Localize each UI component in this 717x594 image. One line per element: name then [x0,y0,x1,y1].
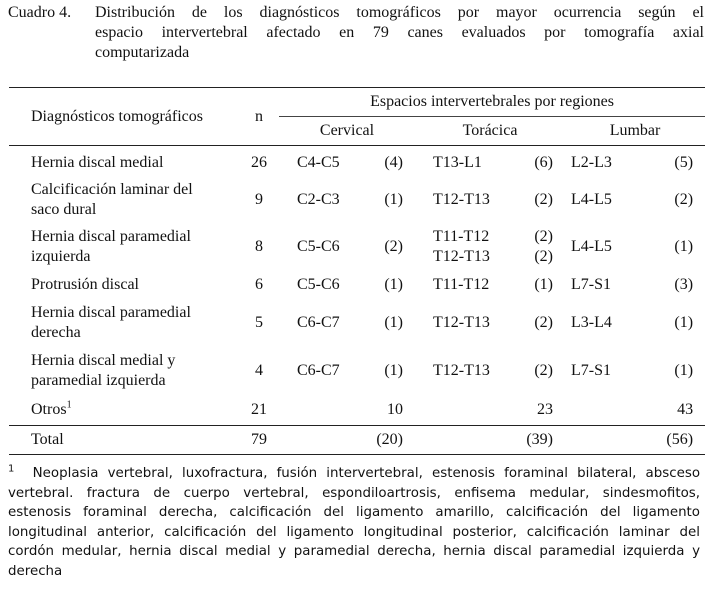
cervical-code-cell [279,348,355,397]
footnote-line [8,464,700,484]
diagnosis-text: saco dural [31,201,97,218]
n-cell: 6 [255,276,263,293]
caption-label: Cuadro 4. [8,4,72,21]
cervical-count-cell [355,177,415,224]
footnote [8,464,700,582]
otros-label: Otros [31,401,67,418]
caption-line: computarizada [95,44,190,61]
diagnosis-cell [9,177,239,224]
toracica-code-cell [415,300,515,348]
diagnosis-text: izquierda [31,248,91,265]
table-row [9,348,705,397]
diagnosis-text: Protrusión discal [31,276,139,293]
toracica-count-cell [515,224,565,271]
toracica-count-cell [515,271,565,300]
table-row [9,177,705,224]
toracica-code: T12-T13 [433,314,490,331]
cervical-code: C6-C7 [297,314,340,331]
cervical-code: C6-C7 [297,362,340,379]
diagnosis-table [9,87,705,455]
cervical-code-cell [279,300,355,348]
footnote-line: cordón medular, hernia discal medial y paramedial derecha, hernia discal paramedial izquierda y [8,544,700,560]
header-n: n [239,88,279,146]
header-diagnostico: Diagnósticos tomográficos [9,88,239,146]
cervical-code: C5-C6 [297,276,340,293]
caption-text [95,3,704,63]
n-cell: 9 [255,191,263,208]
diagnosis-text: Calcificación laminar del [31,181,193,198]
table-row [9,271,705,300]
toracica-code: T13-L1 [433,154,482,171]
lumbar-count-cell [651,177,705,224]
total-toracica: (39) [415,426,565,455]
lumbar-count: (1) [674,362,694,379]
lumbar-count-cell [651,224,705,271]
table-row [9,224,705,271]
n-cell: 8 [255,238,263,255]
toracica-code: T12-T13 [433,191,490,208]
diagnosis-text: Hernia discal paramedial [31,228,191,245]
diagnosis-text: derecha [31,324,81,341]
toracica-code: T11-T12 [433,228,490,245]
lumbar-code-cell [565,177,651,224]
otros-toracica: 23 [415,397,565,426]
toracica-count-cell [515,348,565,397]
diagnosis-cell [9,146,239,177]
header-group: Espacios intervertebrales por regiones [279,88,705,117]
lumbar-count: (1) [674,314,694,331]
otros-lumbar: 43 [565,397,705,426]
toracica-code-cell [415,146,515,177]
n-cell: 26 [251,154,267,171]
table-row [9,146,705,177]
diagnosis-cell [9,348,239,397]
toracica-count-cell [515,300,565,348]
diagnosis-text: Hernia discal paramedial [31,304,191,321]
lumbar-code-cell [565,300,651,348]
toracica-code: T12-T13 [433,362,490,379]
lumbar-code: L4-L5 [571,238,612,255]
toracica-count: (2) [534,228,553,245]
total-lumbar: (56) [565,426,705,455]
otros-n: 21 [239,397,279,426]
cervical-count: (4) [384,154,403,171]
table-caption [8,3,704,63]
toracica-count: (2) [534,314,553,331]
cervical-count-cell [355,348,415,397]
toracica-code-cell [415,348,515,397]
toracica-code: T12-T13 [433,248,490,265]
header-cervical: Cervical [319,122,375,139]
footnote-line: estenosis foraminal derecha, calcificación del ligamento amarillo, calcificación del ligamento [8,505,700,521]
footnote-text: Neoplasia vertebral, luxofractura, fusión intervertebral, estenosis foraminal bilateral, absceso [32,466,701,481]
total-n: 79 [239,426,279,455]
lumbar-code: L7-S1 [571,276,611,293]
toracica-count-cell [515,146,565,177]
cervical-code-cell [279,177,355,224]
n-cell: 4 [255,362,263,379]
cervical-code-cell [279,271,355,300]
lumbar-count-cell [651,300,705,348]
lumbar-count: (2) [674,191,694,208]
toracica-code-cell [415,177,515,224]
lumbar-code-cell [565,146,651,177]
lumbar-code: L3-L4 [571,314,612,331]
lumbar-count: (3) [674,276,694,293]
toracica-code-cell [415,271,515,300]
footnote-marker: 1 [8,463,15,475]
lumbar-count-cell [651,271,705,300]
lumbar-code-cell [565,224,651,271]
footnote-line: derecha [8,563,63,579]
otros-footnote-marker: 1 [66,399,72,411]
diagnosis-text: Hernia discal medial [31,154,164,171]
total-row [9,426,705,455]
lumbar-code-cell [565,348,651,397]
otros-cervical: 10 [279,397,415,426]
toracica-count: (2) [534,248,553,265]
footnote-line: longitudinal anterior, calcificación del ligamento longitudinal posterior, calcificación laminar del [8,524,700,540]
diagnosis-cell [9,300,239,348]
cervical-code-cell [279,224,355,271]
caption-line: espacio intervertebral afectado en 79 canes evaluados por tomografía axial [95,24,704,41]
toracica-count: (1) [534,276,553,293]
lumbar-code: L2-L3 [571,154,612,171]
lumbar-count: (5) [674,154,694,171]
cervical-count-cell [355,146,415,177]
cervical-count: (1) [384,276,403,293]
n-cell: 5 [255,314,263,331]
diagnosis-cell [9,271,239,300]
diagnosis-cell [9,224,239,271]
cervical-count-cell [355,224,415,271]
cervical-code: C2-C3 [297,191,340,208]
footnote-line: vertebral. fractura de cuerpo vertebral, espondiloartrosis, enfisema medular, sindesmofitos, [8,485,700,501]
toracica-count: (2) [534,191,553,208]
lumbar-code: L4-L5 [571,191,612,208]
lumbar-count-cell [651,146,705,177]
cervical-code-cell [279,146,355,177]
cervical-count: (1) [384,362,403,379]
table-row [9,300,705,348]
cervical-count: (2) [384,238,403,255]
diagnosis-text: paramedial izquierda [31,372,166,389]
toracica-code-cell [415,224,515,271]
total-label: Total [9,426,239,455]
lumbar-count-cell [651,348,705,397]
caption-line: Distribución de los diagnósticos tomográficos por mayor ocurrencia según el [95,4,704,21]
cervical-code: C4-C5 [297,154,340,171]
total-cervical: (20) [279,426,415,455]
lumbar-code-cell [565,271,651,300]
lumbar-count: (1) [674,238,694,255]
toracica-count: (2) [534,362,553,379]
cervical-count-cell [355,271,415,300]
otros-row [9,397,705,426]
diagnosis-text: Hernia discal medial y [31,352,176,369]
lumbar-code: L7-S1 [571,362,611,379]
header-lumbar: Lumbar [609,122,661,139]
toracica-count: (6) [534,154,553,171]
toracica-code: T11-T12 [433,276,490,293]
cervical-count: (1) [384,314,403,331]
cervical-code: C5-C6 [297,238,340,255]
cervical-count-cell [355,300,415,348]
header-toracica: Torácica [462,122,518,139]
otros-label-cell [9,397,239,426]
cervical-count: (1) [384,191,403,208]
toracica-count-cell [515,177,565,224]
